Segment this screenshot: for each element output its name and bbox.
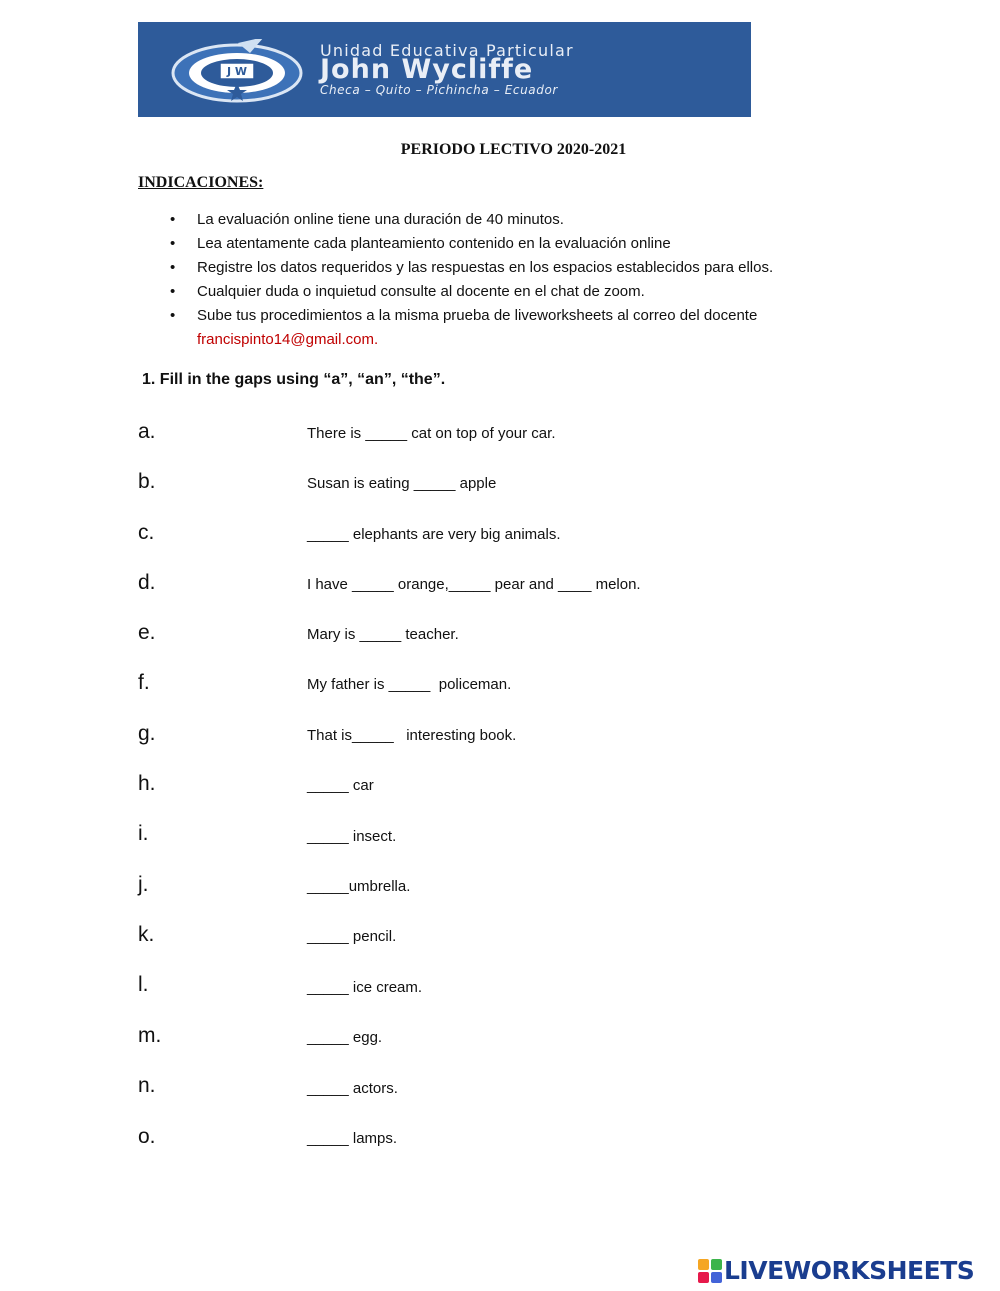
instruction-item [170, 256, 850, 280]
instruction-text: Sube tus procedimientos a la misma prueba de liveworksheets al correo del docente [197, 307, 758, 324]
period-heading: PERIODO LECTIVO 2020-2021 [400, 141, 627, 158]
item-sentence: _____ elephants are very big animals. [307, 526, 561, 543]
item-sentence: _____ actors. [307, 1080, 398, 1097]
teacher-email-link[interactable]: francispinto14@gmail.com. [197, 331, 379, 348]
seal-initials: J W [226, 65, 248, 78]
item-letter: i. [138, 822, 149, 845]
school-name: John Wycliffe [320, 54, 534, 85]
item-sentence: _____ pencil. [307, 928, 397, 945]
item-letter: m. [138, 1024, 162, 1047]
instruction-text: Registre los datos requeridos y las respuestas en los espacios establecidos para ellos. [197, 259, 774, 276]
item-letter: h. [138, 772, 156, 795]
instruction-text: Lea atentamente cada planteamiento contenido en la evaluación online [197, 235, 671, 252]
indications-heading: INDICACIONES: [138, 174, 264, 191]
item-sentence: I have _____ orange,_____ pear and ____ melon. [307, 576, 641, 593]
item-letter: c. [138, 521, 155, 544]
item-letter: k. [138, 923, 155, 946]
item-sentence: _____ lamps. [307, 1130, 398, 1147]
item-letter: g. [138, 722, 156, 745]
school-location: Checa – Quito – Pichincha – Ecuador [320, 83, 558, 97]
school-banner [138, 22, 751, 117]
item-letter: b. [138, 470, 156, 493]
instruction-text: La evaluación online tiene una duración de 40 minutos. [197, 211, 564, 228]
item-letter: f. [138, 671, 150, 694]
item-sentence: That is_____ interesting book. [307, 727, 517, 744]
bullet-icon: • [170, 283, 176, 300]
item-sentence: Susan is eating _____ apple [307, 475, 497, 492]
bullet-icon: • [170, 211, 176, 228]
item-sentence: _____ car [307, 777, 374, 794]
liveworksheets-wordmark: LIVEWORKSHEETS [724, 1256, 975, 1285]
item-sentence: There is _____ cat on top of your car. [307, 425, 556, 442]
bullet-icon: • [170, 259, 176, 276]
school-type-label: Unidad Educativa Particular [320, 41, 574, 60]
instruction-item [170, 232, 850, 256]
instruction-item [170, 280, 850, 304]
item-letter: e. [138, 621, 156, 644]
item-letter: d. [138, 571, 156, 594]
bullet-icon: • [170, 307, 176, 324]
instruction-text: Cualquier duda o inquietud consulte al docente en el chat de zoom. [197, 283, 645, 300]
item-letter: n. [138, 1074, 156, 1097]
instruction-item [170, 304, 850, 352]
item-letter: j. [138, 873, 149, 896]
item-sentence: Mary is _____ teacher. [307, 626, 459, 643]
instruction-item [170, 208, 850, 232]
item-sentence: _____umbrella. [307, 878, 411, 895]
item-letter: o. [138, 1125, 156, 1148]
item-sentence: _____ egg. [307, 1029, 383, 1046]
bullet-icon: • [170, 235, 176, 252]
item-letter: l. [138, 973, 149, 996]
item-letter: a. [138, 420, 156, 443]
item-sentence: My father is _____ policeman. [307, 676, 512, 693]
liveworksheets-icon [698, 1259, 722, 1283]
item-sentence: _____ insect. [307, 828, 397, 845]
item-sentence: _____ ice cream. [307, 979, 423, 996]
school-seal-logo [168, 39, 306, 103]
question-title: 1. Fill in the gaps using “a”, “an”, “the”. [142, 371, 446, 388]
instructions-list [170, 208, 850, 352]
